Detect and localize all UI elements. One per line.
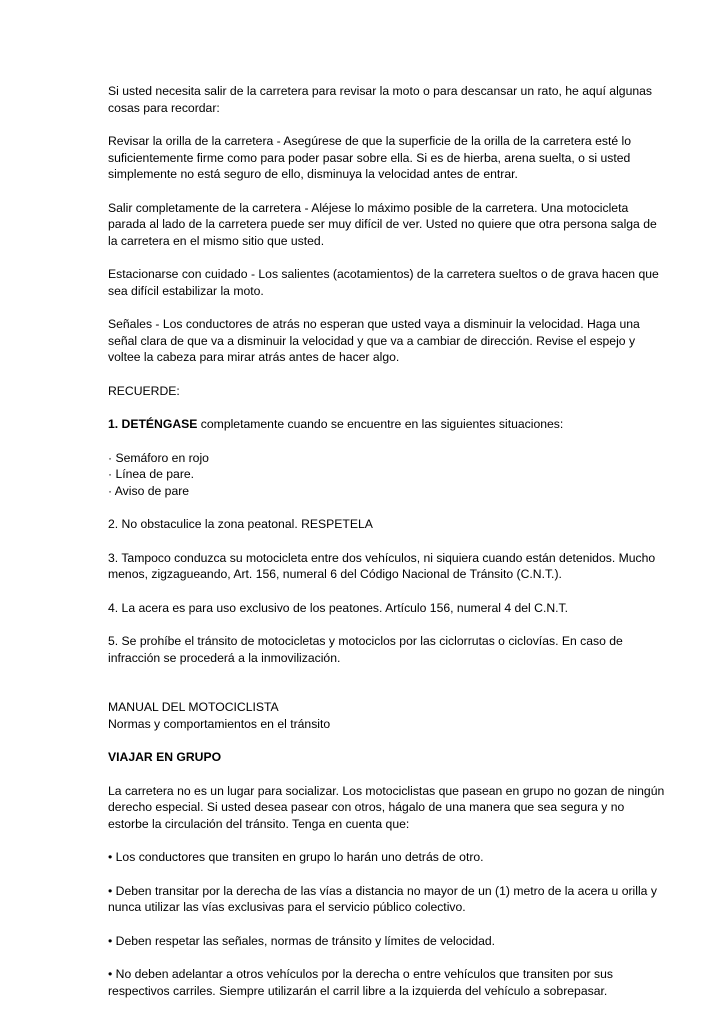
- manual-header: [108, 699, 668, 732]
- rule-3: 3. Tampoco conduzca su motocicleta entre dos vehículos, ni siquiera cuando están detenidos. Mucho menos, zigzagueando, Art. 156, numeral 6 del Código Nacional de Tránsito (C.N.T.).: [108, 550, 656, 581]
- rule-1: [108, 416, 668, 433]
- rule-2: 2. No obstaculice la zona peatonal. RESPETELA: [108, 517, 373, 531]
- list-item: · Aviso de pare: [108, 483, 190, 498]
- remember-label: RECUERDE:: [108, 383, 180, 398]
- tip-park-carefully: Estacionarse con cuidado - Los salientes (acotamientos) de la carretera sueltos o de grava hacen que sea difícil estabilizar la moto.: [108, 267, 659, 298]
- group-bullet: • No deben adelantar a otros vehículos por la derecha o entre vehículos que transiten por sus respectivos carriles. Siempre utilizarán el carril libre a la izquierda del vehículo a sobrepasar.: [108, 967, 613, 998]
- tip-leave-road: Salir completamente de la carretera - Aléjese lo máximo posible de la carretera. Una motocicleta parada al lado de la carretera puede ser muy difícil de ver. Usted no quiere que otra persona salga de la carretera en el mismo sitio que usted.: [108, 200, 657, 248]
- rule-4: 4. La acera es para uso exclusivo de los peatones. Artículo 156, numeral 4 del C.N.T.: [108, 600, 568, 615]
- intro-paragraph: Si usted necesita salir de la carretera para revisar la moto o para descansar un rato, he aquí algunas cosas para recordar:: [108, 84, 653, 115]
- group-bullet: • Deben respetar las señales, normas de tránsito y límites de velocidad.: [108, 933, 496, 948]
- list-item: · Línea de pare.: [108, 467, 195, 481]
- group-intro: La carretera no es un lugar para socializar. Los motociclistas que pasean en grupo no gozan de ningún derecho especial. Si usted desea pasear con otros, hágalo de una manera que sea segura y no estorbe la circulación del tránsito. Tenga en cuenta que:: [108, 783, 665, 831]
- tip-signals: Señales - Los conductores de atrás no esperan que usted vaya a disminuir la velocidad. Haga una señal clara de que va a disminuir la velocidad y que va a cambiar de dirección. Revise el espejo y voltee la cabeza para mirar atrás antes de hacer algo.: [108, 317, 640, 364]
- group-bullet: • Los conductores que transiten en grupo lo harán uno detrás de otro.: [108, 850, 484, 864]
- rule-1-text: completamente cuando se encuentre en las siguientes situaciones:: [197, 417, 564, 431]
- list-item: · Semáforo en rojo: [108, 450, 209, 465]
- tip-road-edge: Revisar la orilla de la carretera - Asegúrese de que la superficie de la orilla de la carretera esté lo suficientemente firme como para poder pasar sobre ella. Si es de hierba, arena suelta, o si usted simplemente no está seguro de ello, disminuya la velocidad antes de entrar.: [108, 134, 631, 181]
- group-bullet: • Deben transitar por la derecha de las vías a distancia no mayor de un (1) metro de la acera u orilla y nunca utilizar las vías exclusivas para el servicio público colectivo.: [108, 883, 657, 914]
- manual-title: MANUAL DEL MOTOCICLISTA: [108, 700, 279, 714]
- rule-1-bold: 1. DETÉNGASE: [108, 417, 198, 431]
- group-heading: VIAJAR EN GRUPO: [108, 750, 222, 764]
- stop-situations-list: [108, 450, 668, 500]
- manual-subtitle: Normas y comportamientos en el tránsito: [108, 716, 331, 731]
- document-body: [108, 83, 668, 1016]
- rule-5: 5. Se prohíbe el tránsito de motocicletas y motociclos por las ciclorrutas o ciclovías. En caso de infracción se procederá a la inmovilización.: [108, 634, 623, 665]
